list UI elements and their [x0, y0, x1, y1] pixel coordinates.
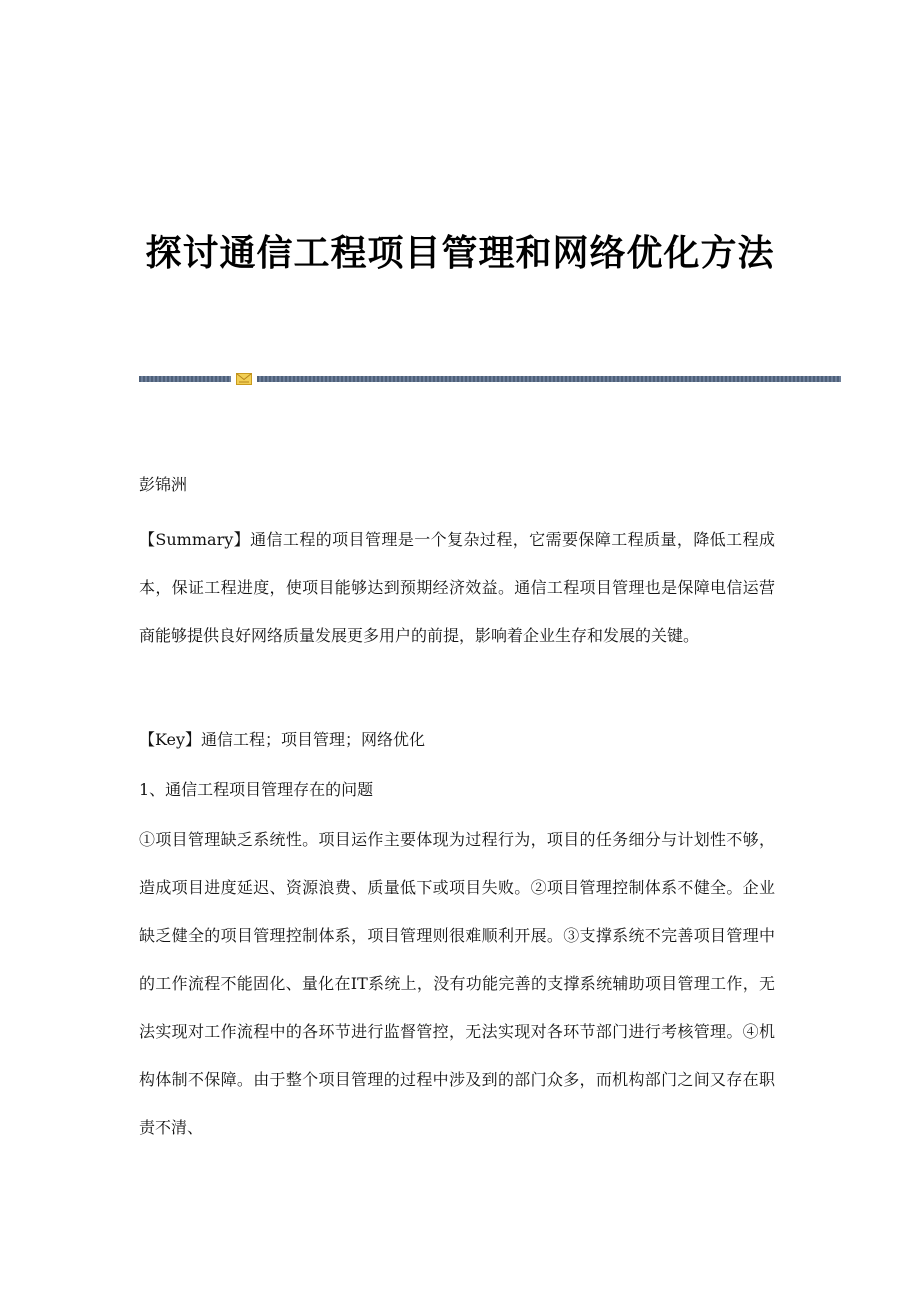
keywords-text: 通信工程；项目管理；网络优化	[201, 730, 426, 749]
section-heading: 1、通信工程项目管理存在的问题	[139, 780, 374, 799]
section-body: ①项目管理缺乏系统性。项目运作主要体现为过程行为，项目的任务细分与计划性不够，造成项目进度延迟、资源浪费、质量低下或项目失败。②项目管理控制体系不健全。企业缺乏健全的项目管理控制体系，项目管理则很难顺利开展。③支撑系统不完善项目管理中的工作流程不能固化、量化在IT系统上，没有功能完善的支撑系统辅助项目管理工作，无法实现对工作流程中的各环节进行监督管控，无法实现对各环节部门进行考核管理。④机构体制不保障。由于整个项目管理的过程中涉及到的部门众多，而机构部门之间又存在职责不清、	[139, 830, 775, 1137]
summary-paragraph	[139, 516, 775, 660]
keywords-label: 【Key】	[139, 730, 202, 749]
summary-text: 通信工程的项目管理是一个复杂过程，它需要保障工程质量，降低工程成本，保证工程进度，使项目能够达到预期经济效益。通信工程项目管理也是保障电信运营商能够提供良好网络质量发展更多用户的前提，影响着企业生存和发展的关键。	[139, 530, 775, 645]
summary-label: 【Summary】	[139, 530, 251, 549]
envelope-icon	[236, 373, 252, 385]
title-divider	[139, 373, 841, 385]
document-title: 探讨通信工程项目管理和网络优化方法	[145, 233, 775, 275]
keywords-paragraph	[139, 716, 775, 764]
divider-bar-left	[139, 376, 231, 382]
author-name: 彭锦洲	[139, 475, 188, 494]
divider-bar-right	[257, 376, 841, 382]
